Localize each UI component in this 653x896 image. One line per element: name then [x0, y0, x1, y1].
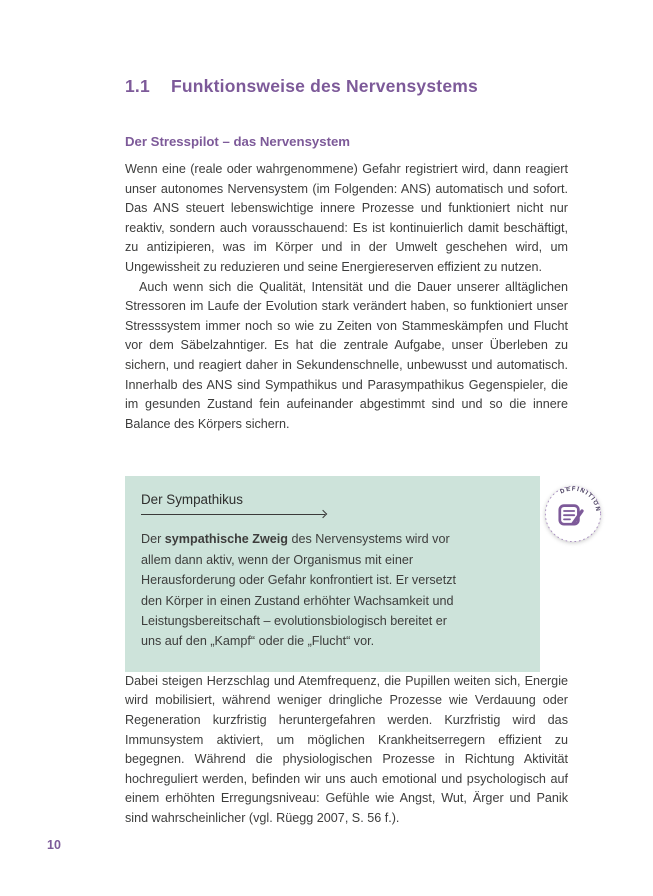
definition-bold-term: sympathische Zweig	[164, 532, 288, 547]
definition-badge-label: DEFINITION	[559, 486, 601, 514]
paragraph-2: Auch wenn sich die Qualität, Intensität und die Dauer unserer alltäglichen Stressoren im Laufe der Evolution stark verändert haben, so funktioniert unser Stresssystem immer noch so wie zu Zeiten von Stammeskämpfen und Flucht vor dem Säbelzahntiger. Es hat die zentrale Aufgabe, unser Überleben zu sichern, und reagiert daher in Sekundenschnelle, unbewusst und automatisch. Innerhalb des ANS sind Sympathikus und Parasympathikus Gegenspieler, die im gesunden Zustand fein aufeinander abgestimmt sind und so die innere Balance des Körpers sichern.	[125, 279, 568, 431]
definition-text-lead: Der	[141, 532, 165, 547]
definition-badge	[543, 484, 603, 544]
definition-note-icon	[560, 506, 582, 525]
definition-title-rule-arrow	[141, 514, 325, 515]
definition-box	[125, 476, 601, 671]
definition-text-rest: des Nervensystems wird vor allem dann aktiv, wenn der Organismus mit einer Herausforderung oder Gefahr konfrontiert ist. Er versetzt den Körper in einen Zustand erhöhter Wachsamkeit und Leistungsbereitschaft – evolutionsbiologisch bereitet er uns auf den „Kampf“ oder die „Flucht“ vor.	[141, 532, 456, 649]
definition-box-title: Der Sympathikus	[141, 492, 243, 508]
chapter-number: 1.1	[125, 76, 150, 96]
paragraph-3: Dabei steigen Herzschlag und Atemfrequenz, die Pupillen weiten sich, Energie wird mobilisiert, während weniger dringliche Prozesse wie Verdauung oder Regeneration kurzfristig heruntergefahren werden. Kurzfristig wird das Immunsystem aktiviert, um möglichen Krankheitserregern effizient zu begegnen. Während die physiologischen Prozesse in Richtung Aktivität hochreguliert werden, befinden wir uns auch emotional und psychologisch auf einem erhöhten Erregungsniveau: Gefühle wie Angst, Wut, Ärger und Panik sind wahrscheinlicher (vgl. Rüegg 2007, S. 56 f.).	[125, 673, 568, 825]
page-content	[125, 0, 601, 829]
paragraph-1: Wenn eine (reale oder wahrgenommene) Gefahr registriert wird, dann reagiert unser autonomes Nervensystem (im Folgenden: ANS) automatisch und sofort. Das ANS steuert lebenswichtige innere Prozesse und funktioniert nicht nur reaktiv, sondern auch vorausschauend: Es ist kontinuierlich damit beschäftigt, zu antizipieren, was im Körper und in der Umwelt geschehen wird, um Ungewissheit zu reduzieren und seine Energiereserven effizient zu nutzen.	[125, 162, 568, 274]
chapter-title: Funktionsweise des Nervensystems	[171, 76, 478, 96]
chapter-heading	[125, 76, 568, 97]
page-number: 10	[47, 838, 61, 852]
section-subheading: Der Stresspilot – das Nervensystem	[125, 134, 351, 149]
definition-text	[141, 529, 466, 651]
